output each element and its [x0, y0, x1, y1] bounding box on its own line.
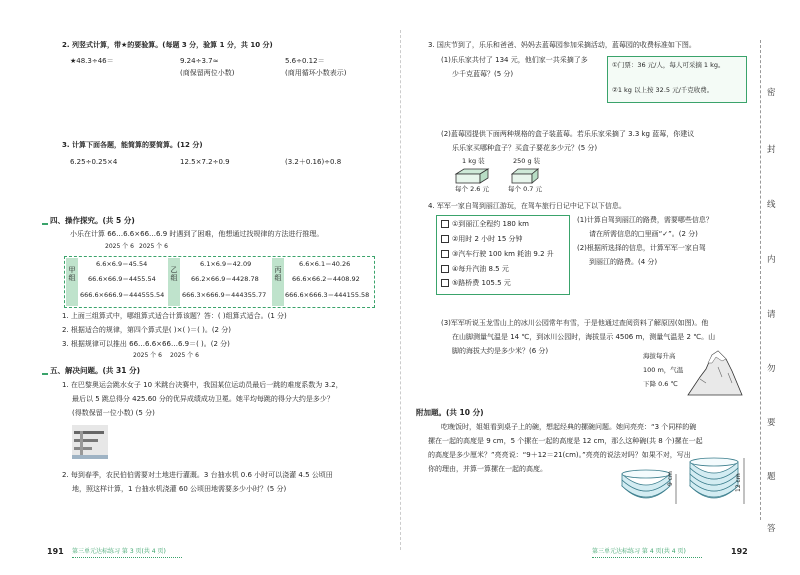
mountain-note: 下降 0.6 ℃: [643, 380, 678, 388]
footer-rule-left: [72, 557, 182, 558]
r-q4-1-line1: (1)计算自驾到丽江的路费，需要哪些信息？: [577, 216, 713, 224]
group-row: 666.6×666.3＝444155.58: [285, 291, 370, 299]
r-q4-3-line2: 在山脚测量气温是 14 ℃，到冰川公园时，海拔显示 4506 m，测量气温是 2 ℃。山: [452, 333, 716, 341]
box-1kg-icon: [454, 168, 490, 186]
group-row: 6.1×6.9＝42.09: [200, 260, 252, 268]
q3-item-c: (3.2＋0.16)÷0.8: [285, 158, 342, 166]
section-bar: [42, 373, 48, 375]
box-1kg-price: 每个 2.6 元: [455, 185, 489, 193]
r-q4-2-line1: (2)根据所选择的信息，计算军军一家自驾: [577, 244, 706, 252]
group-row: 66.2×66.9＝4428.78: [191, 275, 259, 283]
r-q4-1-line2: 请在所需信息的□里画“✓”。(2 分): [589, 230, 698, 238]
box-250g-price: 每个 0.7 元: [508, 185, 542, 193]
section4-brace-label: 2025 个 6: [170, 352, 199, 359]
bonus-line2: 摞在一起的高度是 9 cm，5 个摞在一起的高度是 12 cm，那么这种碗(共 8 个)摞在一起: [428, 437, 703, 445]
box-250g-icon: [510, 168, 540, 186]
footer-text-right: 第三单元达标练习 第 4 页(共 4 页): [592, 548, 686, 555]
section4-q2: 2. 根据适合的规律，第四个算式是( )×( )＝( )。(2 分): [62, 326, 231, 334]
group-row: 66.6×66.2＝4408.92: [292, 275, 360, 283]
section5-q2-line1: 2. 每到春季，农民伯伯需要对土地进行灌溉。3 台抽水机 0.6 小时可以浇灌 4.5 公顷田: [62, 471, 333, 479]
bowl-height-label-12: 12 cm: [735, 473, 742, 492]
section4-intro: 小乐在计算 66…6.6×66…6.9 时遇到了困难，他想通过找规律的方法进行推理。: [70, 230, 324, 238]
q3-title: 3. 计算下面各题，能简算的要简算。(12 分): [62, 141, 203, 149]
section-bar: [42, 223, 48, 225]
section4-q3: 3. 根据规律可以推出 66…6.6×66…6.9＝( )。(2 分): [62, 340, 230, 348]
r-q4-3-line1: (3)军军听说玉龙雪山上的冰川公园常年有雪，于是他通过查阅资料了解原因(如图)。他: [441, 319, 709, 327]
info-item: ①到丽江全程约 180 km: [441, 220, 529, 228]
section4-brace-label: 2025 个 6: [133, 352, 162, 359]
diving-platform-photo: [72, 425, 108, 459]
section5-q1-line2: 最后以 5 跳总得分 425.60 分的优异成绩成功卫冕。她平均每跳的得分大约是多少？: [72, 395, 334, 403]
seal-char: 请: [767, 310, 776, 320]
info-item: ⑤路桥费 105.5 元: [441, 279, 511, 287]
section5-q1-line1: 1. 在巴黎奥运会跳水女子 10 米跳台决赛中，我国某位运动员最后一跳的难度系数为 3.2，: [62, 381, 343, 389]
bowls-illustration: [618, 452, 748, 514]
page-divider: [400, 30, 401, 550]
mountain-illustration: [686, 347, 746, 399]
section4-title: 四、操作探究。(共 5 分): [50, 216, 135, 225]
footer-rule-right: [592, 557, 702, 558]
r-q3-title: 3. 国庆节到了，乐乐和爸爸、妈妈去蓝莓园参加采摘活动，蓝莓园的收费标准如下图。: [428, 41, 696, 49]
box-250g-label: 250 g 装: [513, 157, 541, 165]
section4-q1: 1. 上面三组算式中，哪组算式适合计算该题？答：( )组算式适合。(1 分): [62, 312, 287, 320]
seal-char: 封: [767, 145, 776, 155]
section4-brace-label: 2025 个 6: [139, 243, 168, 250]
r-q3-1-line1: (1)乐乐家共付了 134 元，他们家一共采摘了多: [441, 56, 588, 64]
footer-text-left: 第三单元达标练习 第 3 页(共 4 页): [72, 548, 166, 555]
seal-line: [760, 40, 761, 520]
group-label-yi: 乙组: [168, 258, 180, 306]
q2-item-c-note: (商用循环小数表示): [285, 69, 347, 77]
r-q4-2-line2: 到丽江的路费。(4 分): [589, 258, 658, 266]
seal-char: 内: [767, 255, 776, 265]
seal-char: 线: [767, 200, 776, 210]
seal-char: 要: [767, 418, 776, 428]
price-line-1: ①门票：36 元/人，每人可采摘 1 kg。: [612, 61, 725, 69]
bonus-line1: 吃晚饭时，姐姐看到桌子上的碗，想起经典的摞碗问题。她问亮亮：“3 个同样的碗: [441, 423, 697, 431]
seal-char: 勿: [767, 364, 776, 374]
group-row: 666.6×666.9＝444555.54: [80, 291, 165, 299]
q2-title: 2. 列竖式计算，带★的要验算。(每题 3 分，验算 1 分，共 10 分): [62, 41, 273, 49]
group-label-bing: 丙组: [272, 258, 284, 306]
r-q4-title: 4. 军军一家自驾到丽江游玩，在驾车旅行日记中记下以下信息。: [428, 202, 626, 210]
seal-char: 密: [767, 88, 776, 98]
seal-char: 题: [767, 472, 776, 482]
q2-item-a: ★48.3÷46＝: [70, 57, 114, 65]
box-1kg-label: 1 kg 装: [462, 157, 485, 165]
mountain-note: 海拔每升高: [643, 352, 676, 360]
mountain-note: 100 m，气温: [643, 366, 684, 374]
group-row: 6.6×6.1＝40.26: [299, 260, 351, 268]
section4-brace-label: 2025 个 6: [105, 243, 134, 250]
bonus-line4: 你的理由，并算一算摞在一起的高度。: [428, 465, 547, 473]
section5-q2-line2: 地，照这样计算，1 台抽水机浇灌 60 公顷田地需要多少小时？(5 分): [72, 485, 287, 493]
group-row: 6.6×6.9＝45.54: [96, 260, 148, 268]
page-number-right: 192: [731, 547, 748, 556]
group-label-jia: 甲组: [66, 258, 78, 306]
section5-title: 五、解决问题。(共 31 分): [50, 366, 141, 375]
bowl-height-label-9: 9 cm: [667, 471, 674, 486]
r-q3-2-line2: 乐乐家买哪种盒子？买盒子要花多少元？(5 分): [452, 144, 598, 152]
bonus-title: 附加题。(共 10 分): [416, 408, 484, 417]
info-item: ②用时 2 小时 15 分钟: [441, 235, 523, 243]
page-number-left: 191: [47, 547, 64, 556]
seal-char: 答: [767, 524, 776, 534]
q3-item-a: 6.25÷0.25×4: [70, 158, 118, 166]
bonus-line3: 的高度是多少厘米？”亮亮说：“9＋12＝21(cm)。”亮亮的说法对吗？如果不对，写出: [428, 451, 691, 459]
q2-item-b-note: (商保留两位小数): [180, 69, 235, 77]
r-q4-3-line3: 脚的海拔大约是多少米？(6 分): [452, 347, 549, 355]
info-item: ③汽车行驶 100 km 耗油 9.2 升: [441, 250, 554, 258]
group-row: 666.3×666.9＝444355.77: [182, 291, 267, 299]
q2-item-b: 9.24÷3.7≈: [180, 57, 219, 65]
q3-item-b: 12.5×7.2÷0.9: [180, 158, 230, 166]
q2-item-c: 5.6÷0.12＝: [285, 57, 325, 65]
info-item: ④每升汽油 8.5 元: [441, 265, 509, 273]
r-q3-1-line2: 少千克蓝莓？(5 分): [452, 70, 514, 78]
r-q3-2-line1: (2)蓝莓园提供下面两种规格的盒子装蓝莓。若乐乐家采摘了 3.3 kg 蓝莓，你建议: [441, 130, 695, 138]
section5-q1-line3: (得数保留一位小数) (5 分): [72, 409, 155, 417]
group-row: 66.6×66.9＝4455.54: [88, 275, 156, 283]
price-line-2: ②1 kg 以上按 32.5 元/千克收费。: [612, 86, 714, 94]
